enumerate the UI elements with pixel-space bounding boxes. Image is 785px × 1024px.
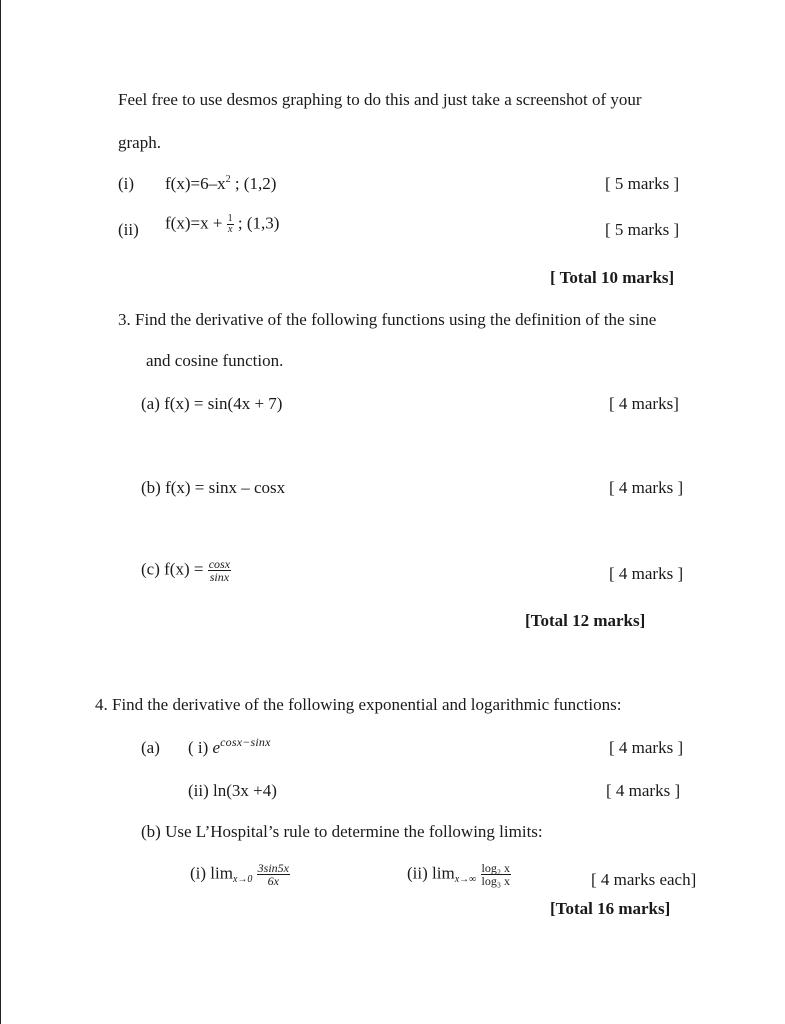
q2-total: [ Total 10 marks] — [550, 268, 675, 287]
page-left-border — [0, 0, 1, 1024]
q3-total: [Total 12 marks] — [525, 611, 646, 630]
q4-total: [Total 16 marks] — [550, 899, 671, 918]
q4-a-i: ( i) $e^{cosx-sinx}$ — [188, 735, 271, 757]
q3-item-a: (a) f(x) = sin(4x + 7) — [141, 394, 283, 413]
q2-item-ii-label: (ii) — [118, 220, 139, 239]
q4-question: 4. Find the derivative of the following exponential and logarithmic functions: — [95, 695, 622, 714]
q4-part-b: (b) Use L’Hospital’s rule to determine the following limits: — [141, 822, 543, 841]
q4-part-a-label: (a) — [141, 738, 160, 757]
q4-a-ii-marks: [ 4 marks ] — [606, 781, 681, 800]
intro-line-1: Feel free to use desmos graphing to do this and just take a screenshot of your — [118, 90, 642, 109]
q2-item-i-marks: [ 5 marks ] — [605, 174, 680, 193]
q4-marks-each: [ 4 marks each] — [591, 870, 697, 889]
q2-item-ii-marks: [ 5 marks ] — [605, 220, 680, 239]
q3-item-c-marks: [ 4 marks ] — [609, 564, 684, 583]
q4-limit-2: (ii) $\lim_{x\to\infty}$ $\frac{\text{log₂ x}}{\text{log₃ x}}$ — [407, 861, 511, 888]
q3-item-c: (c) f(x) = $\frac{\cos x}{\sin x}$ — [141, 557, 231, 584]
q3-item-b: (b) f(x) = sinx – cosx — [141, 478, 286, 497]
q3-item-b-marks: [ 4 marks ] — [609, 478, 684, 497]
q4-a-i-marks: [ 4 marks ] — [609, 738, 684, 757]
q2-item-i-function: $f(x)=6-x^2$ ; (1,2) — [165, 174, 277, 193]
q3-question-line-2: and cosine function. — [146, 351, 284, 370]
q3-item-a-marks: [ 4 marks] — [609, 394, 679, 413]
q2-item-ii-function: f(x)=x + $\frac{1}{x}$ ; (1,3) — [165, 213, 280, 235]
q4-a-ii: (ii) ln(3x +4) — [188, 781, 277, 800]
q4-limit-1: (i) $\lim_{x\to 0}$ $\frac{3\sin 5x}{6x}$ — [190, 861, 290, 888]
intro-line-2: graph. — [118, 133, 161, 152]
q3-question-line-1: 3. Find the derivative of the following functions using the definition of the sine — [118, 310, 657, 329]
q2-item-i-label: (i) — [118, 174, 135, 193]
